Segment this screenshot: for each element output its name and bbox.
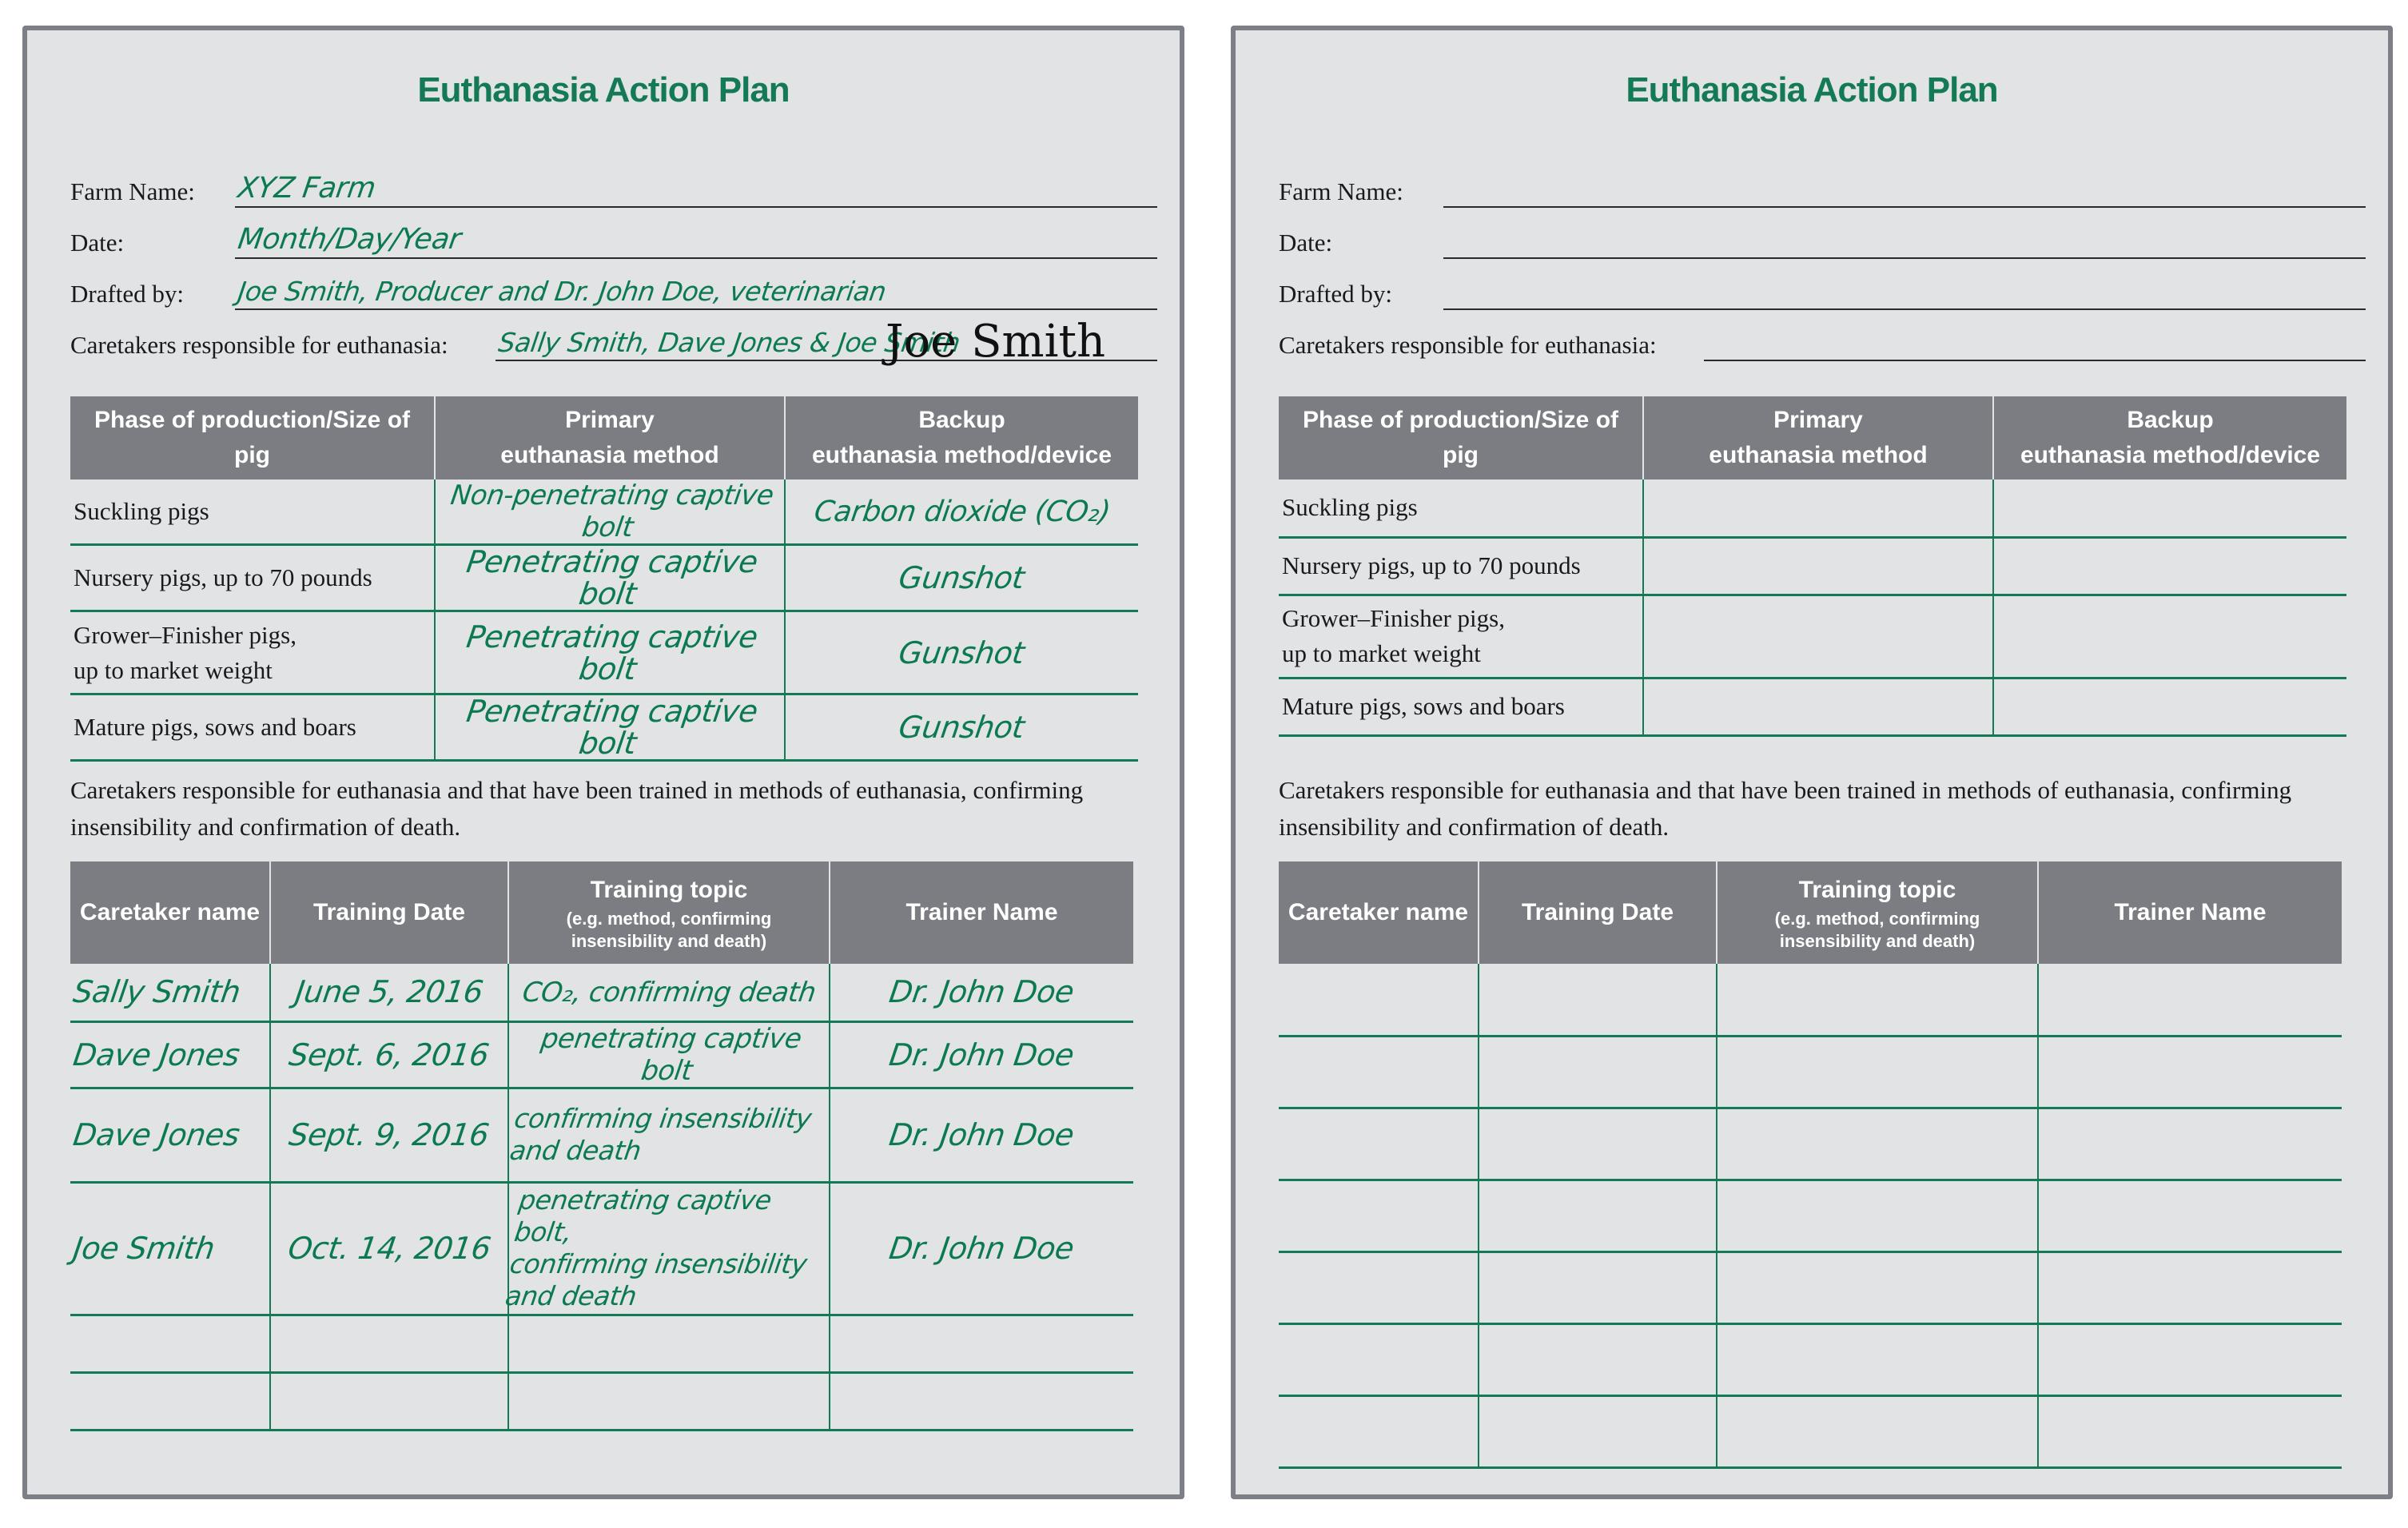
- primary-cell[interactable]: [1643, 537, 1993, 595]
- caretaker-header: Caretaker name: [1279, 861, 1479, 964]
- phase-header: Phase of production/Size of pig: [70, 396, 435, 479]
- backup-cell[interactable]: [1993, 595, 2346, 678]
- signature-overlay: Joe Smith: [886, 316, 1106, 368]
- training-topic-cell[interactable]: [508, 1088, 830, 1182]
- primary-value: Penetrating captive bolt: [464, 619, 760, 686]
- date-row: [1279, 208, 2366, 259]
- training-row: [1279, 1323, 2342, 1395]
- training-topic-cell[interactable]: [1717, 1395, 2038, 1467]
- training-date-cell[interactable]: [1479, 1251, 1717, 1323]
- caretaker-cell[interactable]: [1279, 1036, 1479, 1108]
- methods-row: [1279, 595, 2346, 678]
- caretaker-cell[interactable]: [70, 964, 270, 1021]
- phase-cell: Suckling pigs: [70, 479, 435, 545]
- trainer-cell[interactable]: [830, 1315, 1133, 1372]
- primary-value: Penetrating captive bolt: [464, 544, 760, 611]
- backup-cell[interactable]: [785, 694, 1138, 761]
- form-title: Euthanasia Action Plan: [417, 70, 790, 109]
- backup-header: Backup euthanasia method/device: [1993, 396, 2346, 479]
- date-label: Date:: [1279, 229, 1333, 257]
- training-row: [1279, 1395, 2342, 1467]
- training-row: [70, 964, 1133, 1021]
- date-label: Date:: [70, 229, 125, 257]
- training-topic-cell[interactable]: [1717, 1036, 2038, 1108]
- training-date-header: Training Date: [270, 861, 508, 964]
- backup-cell[interactable]: [785, 611, 1138, 694]
- training-topic-value: confirming insensibility and death: [507, 1103, 814, 1166]
- training-topic-value: penetrating captive bolt, confirming insensibility and death: [503, 1184, 810, 1311]
- phase-cell: Mature pigs, sows and boars: [1279, 678, 1643, 735]
- trained-caretakers-text: Caretakers responsible for euthanasia and that have been trained in methods of euthanasia, confirming insensibility and confirmation of death.: [70, 776, 1084, 841]
- primary-header: Primary euthanasia method: [435, 396, 785, 479]
- training-topic-header: [1717, 861, 2038, 964]
- training-topic-cell[interactable]: [1717, 1251, 2038, 1323]
- phase-cell: Mature pigs, sows and boars: [70, 694, 435, 761]
- primary-cell[interactable]: [435, 545, 785, 611]
- caretaker-cell[interactable]: [1279, 1251, 1479, 1323]
- phase-cell: Grower–Finisher pigs, up to market weight: [1279, 595, 1643, 678]
- training-row: [70, 1021, 1133, 1088]
- trainer-cell[interactable]: [2038, 1323, 2342, 1395]
- caretakers-row: [70, 310, 1157, 368]
- backup-value: Carbon dioxide (CO₂): [811, 495, 1112, 528]
- backup-cell[interactable]: [785, 545, 1138, 611]
- filled-action-plan-form: [22, 26, 1184, 1499]
- caretaker-value: Joe Smith: [70, 1231, 217, 1266]
- trained-caretakers-text: Caretakers responsible for euthanasia and that have been trained in methods of euthanasia, confirming insensibility and confirmation of death.: [1279, 776, 2292, 841]
- primary-value: Non-penetrating captive bolt: [448, 479, 776, 543]
- backup-cell[interactable]: [1993, 537, 2346, 595]
- training-date-cell[interactable]: [270, 1021, 508, 1088]
- training-table: [70, 861, 1133, 1431]
- caretaker-value: Dave Jones: [70, 1117, 242, 1152]
- caretaker-cell[interactable]: [70, 1315, 270, 1372]
- training-row: [1279, 964, 2342, 1036]
- drafted-by-label: Drafted by:: [1279, 280, 1393, 308]
- caretaker-value: Sally Smith: [70, 974, 243, 1010]
- blank-action-plan-form: [1231, 26, 2393, 1499]
- methods-table: [70, 396, 1138, 762]
- primary-value: Penetrating captive bolt: [464, 694, 760, 761]
- methods-row: [1279, 479, 2346, 537]
- trainer-cell[interactable]: [2038, 1251, 2342, 1323]
- drafted-by-row: [1279, 259, 2366, 310]
- caretaker-cell[interactable]: [1279, 1108, 1479, 1180]
- training-row: [70, 1372, 1133, 1430]
- backup-header: Backup euthanasia method/device: [785, 396, 1138, 479]
- trainer-value: Dr. John Doe: [887, 974, 1077, 1010]
- methods-row: [70, 611, 1138, 694]
- phase-cell: Suckling pigs: [1279, 479, 1643, 537]
- caretaker-cell[interactable]: [1279, 964, 1479, 1036]
- training-topic-header: [508, 861, 830, 964]
- form-title: Euthanasia Action Plan: [1626, 70, 1998, 109]
- methods-row: [1279, 537, 2346, 595]
- farm-name-label: Farm Name:: [70, 177, 195, 205]
- phase-cell: Nursery pigs, up to 70 pounds: [70, 545, 435, 611]
- training-row: [70, 1315, 1133, 1372]
- training-date-value: Sept. 9, 2016: [287, 1117, 492, 1152]
- training-topic-cell[interactable]: [508, 964, 830, 1021]
- methods-header-row: [70, 396, 1138, 479]
- trainer-value: Dr. John Doe: [887, 1037, 1077, 1072]
- trainer-cell[interactable]: [2038, 1036, 2342, 1108]
- training-topic-cell[interactable]: [1717, 964, 2038, 1036]
- training-header-row: [1279, 861, 2342, 964]
- drafted-by-label: Drafted by:: [70, 280, 185, 308]
- caretakers-label: Caretakers responsible for euthanasia:: [1279, 331, 1657, 359]
- backup-value: Gunshot: [897, 710, 1027, 745]
- caretaker-header: Caretaker name: [70, 861, 270, 964]
- primary-header: Primary euthanasia method: [1643, 396, 1993, 479]
- training-date-cell[interactable]: [1479, 1108, 1717, 1180]
- training-date-cell[interactable]: [270, 1315, 508, 1372]
- backup-cell[interactable]: [1993, 678, 2346, 735]
- caretaker-cell[interactable]: [70, 1088, 270, 1182]
- training-date-header: Training Date: [1479, 861, 1717, 964]
- methods-row: [70, 694, 1138, 761]
- training-row: [1279, 1036, 2342, 1108]
- caretaker-cell[interactable]: [70, 1021, 270, 1088]
- primary-cell[interactable]: [1643, 595, 1993, 678]
- drafted-by-row: [70, 259, 1157, 310]
- training-date-cell[interactable]: [270, 964, 508, 1021]
- trainer-cell[interactable]: [830, 1182, 1133, 1315]
- caretakers-value[interactable]: Sally Smith, Dave Jones & Joe Smith: [496, 327, 962, 358]
- farm-name-row: [1279, 157, 2366, 208]
- caretaker-cell[interactable]: [70, 1182, 270, 1315]
- trainer-cell[interactable]: [830, 1021, 1133, 1088]
- primary-cell[interactable]: [435, 479, 785, 545]
- training-topic-cell[interactable]: [508, 1372, 830, 1430]
- training-topic-cell[interactable]: [508, 1315, 830, 1372]
- training-date-cell[interactable]: [270, 1088, 508, 1182]
- caretakers-row: [1279, 310, 2366, 361]
- training-topic-subtitle: (e.g. method, confirming insensibility and death): [1774, 909, 1980, 951]
- primary-cell[interactable]: [1643, 678, 1993, 735]
- training-topic-title: Training topic: [1798, 877, 1956, 903]
- training-date-value: Sept. 6, 2016: [287, 1037, 492, 1072]
- training-topic-title: Training topic: [590, 877, 748, 903]
- backup-value: Gunshot: [897, 560, 1027, 595]
- date-row: [70, 208, 1157, 259]
- training-topic-cell[interactable]: [1717, 1108, 2038, 1180]
- trainer-header: Trainer Name: [830, 861, 1133, 964]
- caretaker-cell[interactable]: [1279, 1180, 1479, 1251]
- trainer-cell[interactable]: [2038, 1180, 2342, 1251]
- training-row: [1279, 1251, 2342, 1323]
- date-value[interactable]: Month/Day/Year: [236, 223, 464, 256]
- training-topic-cell[interactable]: [508, 1021, 830, 1088]
- trainer-cell[interactable]: [830, 1372, 1133, 1430]
- training-topic-subtitle: (e.g. method, confirming insensibility and death): [566, 909, 772, 951]
- training-row: [1279, 1108, 2342, 1180]
- training-date-cell[interactable]: [1479, 1395, 1717, 1467]
- trainer-cell[interactable]: [830, 964, 1133, 1021]
- training-topic-value: CO₂, confirming death: [519, 977, 818, 1009]
- training-row: [70, 1182, 1133, 1315]
- caretaker-cell[interactable]: [1279, 1323, 1479, 1395]
- primary-cell[interactable]: [435, 694, 785, 761]
- training-date-value: June 5, 2016: [293, 974, 486, 1010]
- phase-header: Phase of production/Size of pig: [1279, 396, 1643, 479]
- training-row: [1279, 1180, 2342, 1251]
- trainer-value: Dr. John Doe: [887, 1231, 1077, 1266]
- phase-cell: Nursery pigs, up to 70 pounds: [1279, 537, 1643, 595]
- caretaker-cell[interactable]: [1279, 1395, 1479, 1467]
- training-topic-cell[interactable]: [1717, 1180, 2038, 1251]
- caretakers-field[interactable]: [1704, 360, 2366, 361]
- caretaker-value: Dave Jones: [70, 1037, 242, 1072]
- trainer-value: Dr. John Doe: [887, 1117, 1077, 1152]
- drafted-by-value[interactable]: Joe Smith, Producer and Dr. John Doe, veterinarian: [236, 276, 889, 307]
- farm-name-label: Farm Name:: [1279, 177, 1403, 205]
- trainer-cell[interactable]: [2038, 964, 2342, 1036]
- training-date-cell[interactable]: [270, 1372, 508, 1430]
- farm-name-value[interactable]: XYZ Farm: [236, 172, 378, 205]
- methods-table: [1279, 396, 2346, 737]
- training-date-cell[interactable]: [1479, 1036, 1717, 1108]
- methods-header-row: [1279, 396, 2346, 479]
- trainer-header: Trainer Name: [2038, 861, 2342, 964]
- caretaker-cell[interactable]: [70, 1372, 270, 1430]
- trainer-cell[interactable]: [2038, 1395, 2342, 1467]
- phase-cell: Grower–Finisher pigs, up to market weight: [70, 611, 435, 694]
- methods-row: [70, 479, 1138, 545]
- training-topic-value: penetrating captive bolt: [539, 1022, 804, 1087]
- training-date-cell[interactable]: [1479, 964, 1717, 1036]
- training-date-cell[interactable]: [1479, 1180, 1717, 1251]
- training-table: [1279, 861, 2342, 1469]
- training-header-row: [70, 861, 1133, 964]
- methods-row: [1279, 678, 2346, 735]
- primary-cell[interactable]: [435, 611, 785, 694]
- trainer-cell[interactable]: [830, 1088, 1133, 1182]
- training-date-cell[interactable]: [270, 1182, 508, 1315]
- backup-cell[interactable]: [785, 479, 1138, 545]
- methods-row: [70, 545, 1138, 611]
- training-topic-cell[interactable]: [1717, 1323, 2038, 1395]
- training-topic-cell[interactable]: [503, 1182, 830, 1315]
- trainer-cell[interactable]: [2038, 1108, 2342, 1180]
- farm-name-row: [70, 157, 1157, 208]
- backup-cell[interactable]: [1993, 479, 2346, 537]
- primary-cell[interactable]: [1643, 479, 1993, 537]
- backup-value: Gunshot: [897, 635, 1027, 670]
- training-row: [70, 1088, 1133, 1182]
- training-date-value: Oct. 14, 2016: [285, 1231, 493, 1266]
- training-date-cell[interactable]: [1479, 1323, 1717, 1395]
- caretakers-label: Caretakers responsible for euthanasia:: [70, 331, 448, 359]
